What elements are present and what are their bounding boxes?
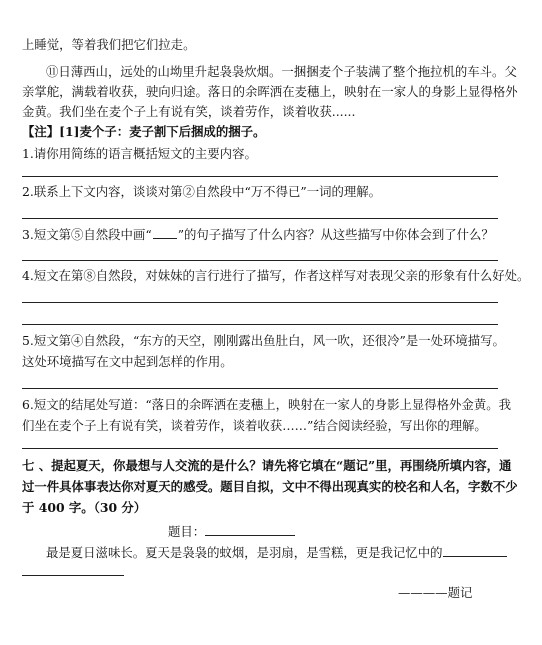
- question-2: 2.联系上下文内容，谈谈对第②自然段中“万不得已”一词的理解。: [22, 184, 382, 199]
- answer-line: [22, 176, 498, 177]
- answer-line: [22, 388, 498, 389]
- question-3-text-after: ”的句子描写了什么内容？从这些描写中你体会到了什么？: [177, 227, 494, 242]
- section-7-line-3: 于 400 字。（30 分）: [22, 500, 147, 515]
- answer-line: [22, 302, 498, 303]
- section-7-line-2: 过一件具体事表达你对夏天的感受。题目自拟，文中不得出现真实的校名和人名，字数不少: [22, 479, 518, 494]
- epigraph-signature: ————题记: [398, 585, 473, 600]
- question-1: 1.请你用简练的语言概括短文的主要内容。: [22, 146, 257, 161]
- essay-title-blank: [205, 522, 295, 536]
- text-line: 上睡觉，等着我们把它们拉走。: [22, 37, 196, 52]
- answer-line: [22, 260, 498, 261]
- question-5-line-2: 这处环境描写在文中起到怎样的作用。: [22, 354, 233, 369]
- epigraph-blank: [443, 543, 507, 557]
- essay-title-row: [168, 522, 295, 540]
- paragraph-11-line-2: 亲掌舵，满载着收获，驶向归途。落日的余晖洒在麦穗上，映射在一家人的身影上显得格外: [22, 84, 518, 99]
- essay-title-label: 题目：: [168, 524, 206, 539]
- question-3-text-before: 3.短文第⑤自然段中画“: [22, 227, 152, 242]
- paragraph-11-line-1: ⑪日薄西山，远处的山坳里升起袅袅炊烟。一捆捆麦个子装满了整个拖拉机的车斗。父: [46, 64, 517, 79]
- question-3: [22, 227, 494, 243]
- epigraph-text: 最是夏日滋味长。夏天是袅袅的蚊烟，是羽扇，是雪糕，更是我记忆中的: [46, 545, 443, 560]
- epigraph-line: [46, 543, 507, 561]
- paragraph-11-line-3: 金黄。我们坐在麦个子上有说有笑，谈着劳作，谈着收获......: [22, 104, 356, 119]
- question-4: 4.短文在第⑧自然段，对妹妹的言行进行了描写，作者这样写对表现父亲的形象有什么好处。: [22, 268, 530, 283]
- answer-line: [22, 218, 498, 219]
- answer-line: [22, 324, 498, 325]
- question-5-line-1: 5.短文第④自然段，“东方的天空，刚刚露出鱼肚白，风一吹，还很冷”是一处环境描写。: [22, 333, 505, 348]
- section-7-line-1: 七 、提起夏天，你最想与人交流的是什么？请先将它填在“题记”里，再围绕所填内容，通: [22, 458, 512, 473]
- question-6-line-1: 6.短文的结尾处写道：“落日的余晖洒在麦穗上，映射在一家人的身影上显得格外金黄。我: [22, 397, 511, 412]
- question-6-line-2: 们坐在麦个子上有说有笑，谈着劳作，谈着收获……”结合阅读经验，写出你的理解。: [22, 418, 487, 433]
- footnote: 【注】[1]麦个子：麦子割下后捆成的捆子。: [22, 124, 266, 139]
- epigraph-blank-continued: [22, 575, 124, 576]
- underline-mark: [153, 227, 177, 239]
- answer-line: [22, 448, 498, 449]
